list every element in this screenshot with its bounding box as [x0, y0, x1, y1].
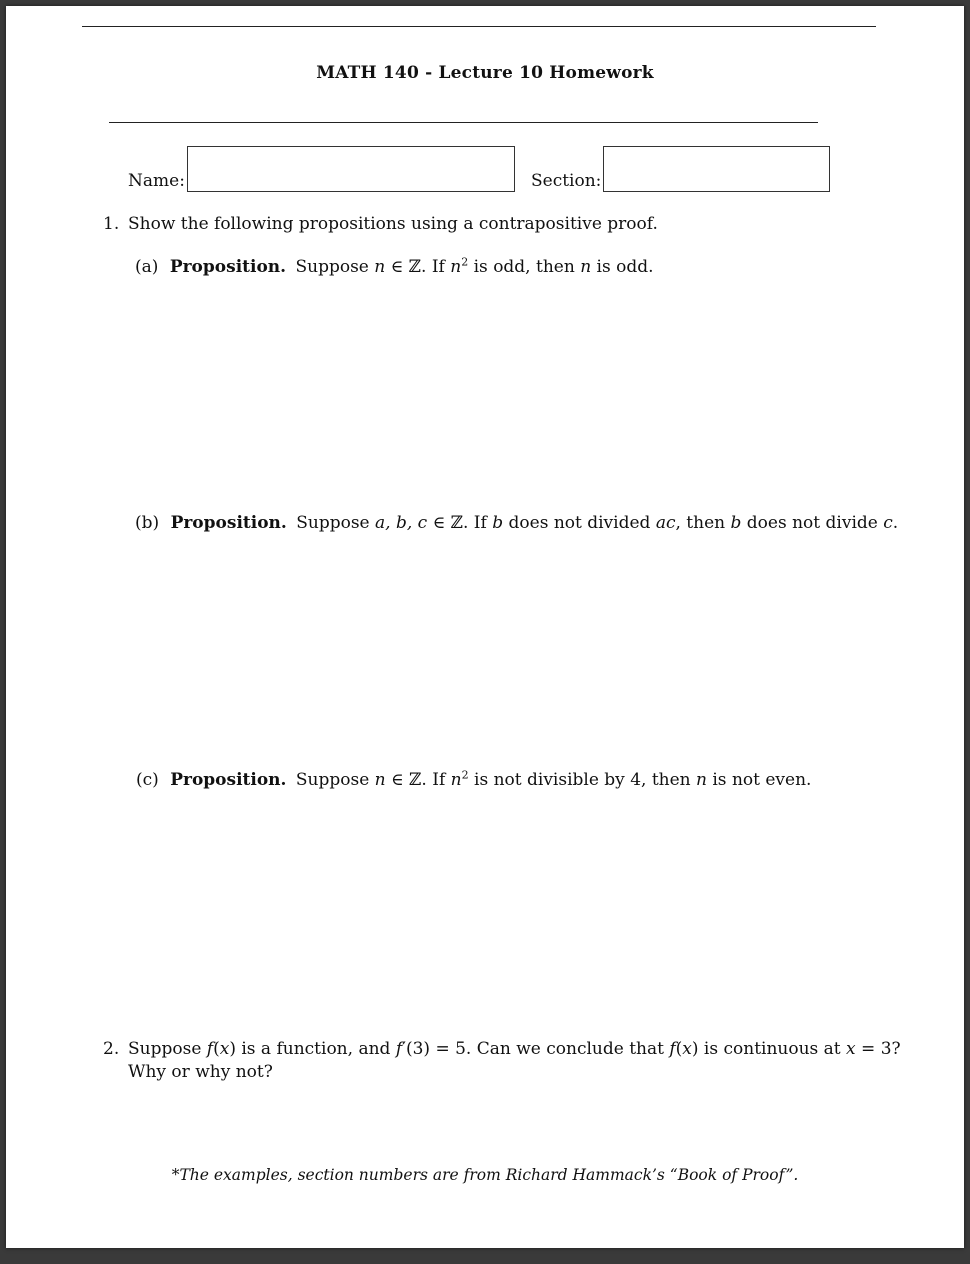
part-c-text: is not divisible by 4, then — [468, 770, 697, 790]
question-2-line-1 — [128, 1038, 901, 1061]
part-c-proposition-label: Proposition. — [170, 770, 287, 790]
question-2-var: f — [395, 1039, 403, 1059]
question-2-var: f — [206, 1039, 214, 1059]
page-title: MATH 140 - Lecture 10 Homework — [316, 63, 654, 83]
part-c-label: (c) — [136, 770, 159, 790]
part-c-text: ∈ ℤ. If — [385, 770, 451, 790]
part-a-text: is odd, then — [468, 257, 581, 277]
part-b-var: c — [883, 513, 893, 533]
question-1-prompt: Show the following propositions using a contrapositive proof. — [128, 214, 658, 234]
question-2-line-2: Why or why not? — [128, 1062, 273, 1082]
question-2-text: ) is a function, and — [229, 1039, 396, 1059]
part-b-var: b — [492, 513, 504, 533]
question-2-var: f — [669, 1039, 676, 1059]
part-a — [135, 256, 654, 279]
part-b-text: , then — [675, 513, 731, 533]
part-c-text: Suppose — [295, 770, 375, 790]
question-2-text: Suppose — [128, 1039, 207, 1059]
question-2-text: ′(3) = 5. Can we conclude that — [402, 1039, 670, 1059]
question-2-text: ( — [675, 1039, 683, 1059]
question-2-var: x — [219, 1039, 230, 1059]
header-rule — [109, 122, 818, 123]
part-a-text: Suppose — [295, 257, 375, 277]
part-c-var: n — [374, 770, 386, 790]
part-a-var: n — [580, 257, 592, 277]
part-b-text: ∈ ℤ. If — [427, 513, 493, 533]
part-a-exponent: 2 — [461, 255, 469, 269]
part-b-var: ac — [655, 513, 676, 533]
footer-note: *The examples, section numbers are from Richard Hammack’s “Book of Proof”. — [171, 1166, 799, 1184]
part-c-var: n — [696, 770, 707, 790]
part-b-var: b — [730, 513, 742, 533]
part-b-text: . — [892, 513, 899, 533]
section-label: Section: — [531, 171, 602, 191]
section-field[interactable] — [603, 146, 830, 192]
part-b-proposition-label: Proposition. — [170, 513, 287, 533]
part-a-answer-space[interactable] — [166, 296, 866, 496]
part-b-var: a, b, c — [375, 513, 428, 533]
question-1-number: 1. — [103, 214, 120, 234]
part-a-text: ∈ ℤ. If — [385, 257, 451, 277]
question-2-var: x — [682, 1039, 692, 1059]
part-b-label: (b) — [135, 513, 160, 533]
part-c-text: is not even. — [706, 770, 812, 790]
name-field[interactable] — [187, 146, 515, 192]
question-2-text: = 3? — [855, 1039, 901, 1059]
part-c — [136, 769, 811, 792]
part-c-var: n — [450, 770, 462, 790]
part-a-proposition-label: Proposition. — [169, 257, 287, 277]
part-a-text: is odd. — [591, 257, 654, 277]
top-rule — [82, 26, 876, 27]
part-a-var: n — [450, 257, 462, 277]
question-2-var: x — [846, 1039, 856, 1059]
part-c-answer-space[interactable] — [166, 809, 866, 1019]
part-b-text: does not divided — [503, 513, 656, 533]
part-b — [135, 512, 898, 535]
question-2-text: ( — [213, 1039, 220, 1059]
part-b-text: does not divide — [741, 513, 884, 533]
part-b-answer-space[interactable] — [166, 552, 866, 752]
document-page — [6, 6, 964, 1248]
question-2-number: 2. — [103, 1039, 120, 1059]
question-2-text: ) is continuous at — [691, 1039, 847, 1059]
part-a-label: (a) — [135, 257, 159, 277]
part-c-exponent: 2 — [461, 768, 469, 782]
part-b-text: Suppose — [296, 513, 376, 533]
name-label: Name: — [128, 171, 185, 191]
part-a-var: n — [374, 257, 386, 277]
